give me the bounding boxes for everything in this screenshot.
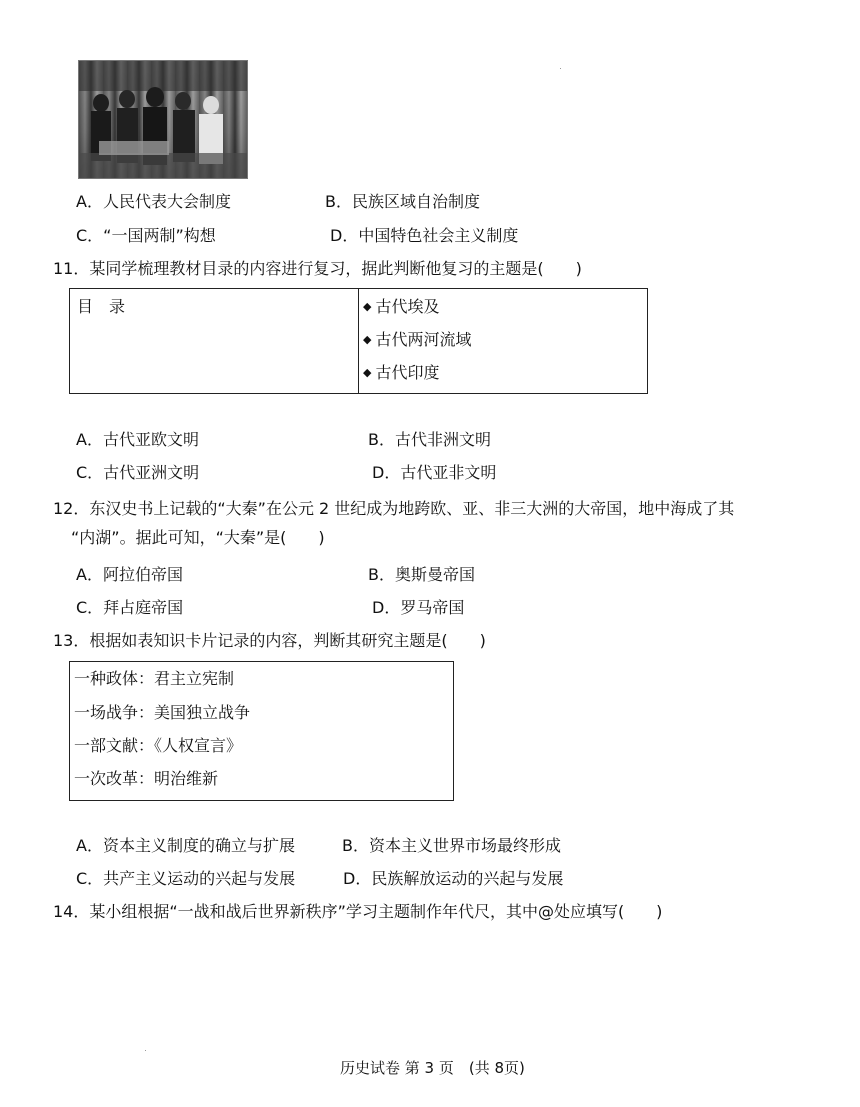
q12-option-c: C．拜占庭帝国: [76, 598, 184, 617]
q11-stem: 11．某同学梳理教材目录的内容进行复习，据此判断他复习的主题是( ): [53, 259, 582, 278]
q13-option-a: A．资本主义制度的确立与扩展: [76, 836, 295, 855]
q12-stem-line2: “内湖”。据此可知，“大秦”是( ): [71, 528, 325, 547]
table-divider: [358, 289, 359, 393]
historical-photo: [78, 60, 248, 179]
q13-option-b: B．资本主义世界市场最终形成: [342, 836, 561, 855]
card-line: 一种政体：君主立宪制: [74, 669, 235, 688]
q11-option-c: C．古代亚洲文明: [76, 463, 200, 482]
diamond-bullet-icon: ◆: [363, 333, 372, 346]
scan-speck: [560, 68, 561, 69]
q10-option-d: D．中国特色社会主义制度: [330, 226, 519, 245]
q12-option-a: A．阿拉伯帝国: [76, 565, 183, 584]
q13-option-c: C．共产主义运动的兴起与发展: [76, 869, 296, 888]
table-item: ◆ 古代印度: [363, 363, 440, 382]
q12-option-d: D．罗马帝国: [372, 598, 465, 617]
diamond-bullet-icon: ◆: [363, 300, 372, 313]
q11-option-d: D．古代亚非文明: [372, 463, 497, 482]
q12-option-b: B．奥斯曼帝国: [368, 565, 475, 584]
q10-option-c: C．“一国两制”构想: [76, 226, 216, 245]
q13-option-d: D．民族解放运动的兴起与发展: [343, 869, 564, 888]
q12-stem-line1: 12．东汉史书上记载的“大秦”在公元 2 世纪成为地跨欧、亚、非三大洲的大帝国，地中海成了其: [53, 499, 735, 518]
q10-option-b: B．民族区域自治制度: [325, 192, 480, 211]
q11-option-b: B．古代非洲文明: [368, 430, 491, 449]
table-left-header: 目 录: [77, 297, 126, 316]
q10-option-a: A．人民代表大会制度: [76, 192, 231, 211]
page-footer: 历史试卷 第 3 页 (共 8页): [340, 1059, 525, 1077]
card-line: 一场战争：美国独立战争: [74, 703, 251, 722]
q11-contents-table: [69, 288, 648, 394]
q13-knowledge-card: [69, 661, 454, 801]
table-item: ◆ 古代两河流域: [363, 330, 472, 349]
q13-stem: 13．根据如表知识卡片记录的内容，判断其研究主题是( ): [53, 631, 486, 650]
table-item: ◆ 古代埃及: [363, 297, 440, 316]
q11-option-a: A．古代亚欧文明: [76, 430, 199, 449]
card-line: 一次改革：明治维新: [74, 769, 219, 788]
scan-speck: [145, 1050, 146, 1051]
photo-figures: [79, 61, 247, 178]
diamond-bullet-icon: ◆: [363, 366, 372, 379]
card-line: 一部文献：《人权宣言》: [74, 736, 243, 755]
q14-stem: 14．某小组根据“一战和战后世界新秩序”学习主题制作年代尺，其中@处应填写( ): [53, 902, 663, 921]
